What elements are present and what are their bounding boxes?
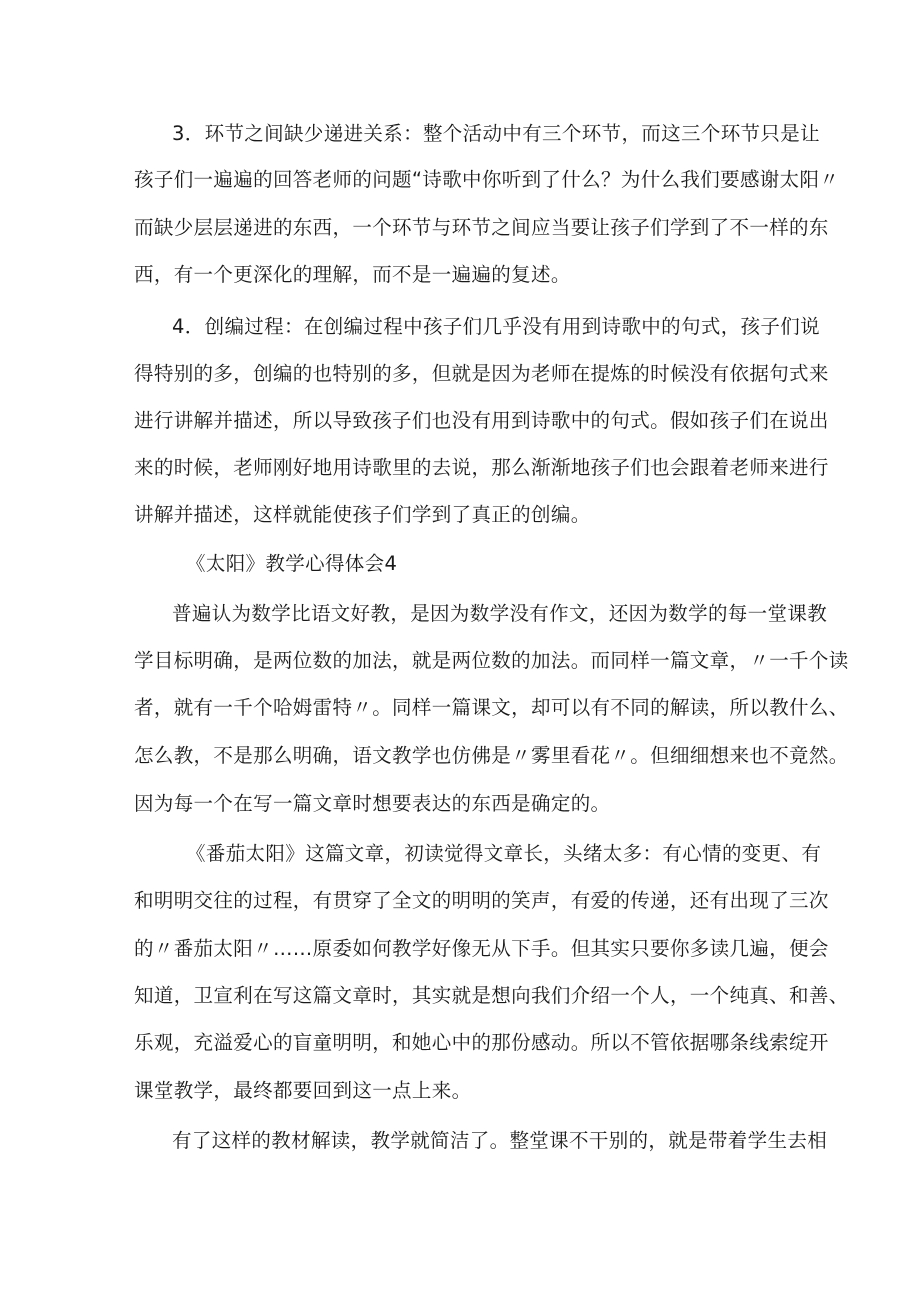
paragraph-1-line-2: 孩子们一遍遍的回答老师的问题“诗歌中你听到了什么？为什么我们要感谢太阳〃	[134, 168, 840, 191]
paragraph-2-line-5: 讲解并描述，这样就能使孩子们学到了真正的创编。	[134, 503, 591, 526]
paragraph-4-line-3: 的〃番茄太阳〃……原委如何教学好像无从下手。但其实只要你多读几遍，便会	[134, 937, 829, 960]
paragraph-3-line-1: 普遍认为数学比语文好教，是因为数学没有作文，还因为数学的每一堂课教	[172, 602, 828, 625]
paragraph-1-line-1: 3．环节之间缺少递进关系：整个活动中有三个环节，而这三个环节只是让	[172, 122, 820, 145]
paragraph-1-line-3: 而缺少层层递进的东西，一个环节与环节之间应当要让孩子们学到了不一样的东	[134, 216, 829, 239]
paragraph-5-line-1: 有了这样的教材解读，教学就简洁了。整堂课不干别的，就是带着学生去相	[172, 1129, 828, 1152]
paragraph-4-line-2: 和明明交往的过程，有贯穿了全文的明明的笑声，有爱的传递，还有出现了三次	[134, 889, 829, 912]
paragraph-4-line-6: 课堂教学，最终都要回到这一点上来。	[134, 1079, 472, 1102]
paragraph-3-line-4: 怎么教，不是那么明确，语文教学也仿佛是〃雾里看花〃。但细细想来也不竟然。	[134, 744, 849, 767]
paragraph-4-line-5: 乐观，充溢爱心的盲童明明，和她心中的那份感动。所以不管依据哪条线索绽开	[134, 1031, 829, 1054]
section-heading: 《太阳》教学心得体会4	[186, 552, 398, 575]
paragraph-4-line-1: 《番茄太阳》这篇文章，初读觉得文章长，头绪太多：有心情的变更、有	[186, 842, 822, 865]
paragraph-2-line-1: 4．创编过程：在创编过程中孩子们几乎没有用到诗歌中的句式，孩子们说	[172, 315, 820, 338]
paragraph-1-line-4: 西，有一个更深化的理解，而不是一遍遍的复述。	[134, 263, 571, 286]
paragraph-3-line-2: 学目标明确，是两位数的加法，就是两位数的加法。而同样一篇文章，〃一千个读	[134, 649, 849, 672]
paragraph-3-line-3: 者，就有一千个哈姆雷特〃。同样一篇课文，却可以有不同的解读，所以教什么、	[134, 696, 849, 719]
paragraph-3-line-5: 因为每一个在写一篇文章时想要表达的东西是确定的。	[134, 792, 611, 815]
paragraph-4-line-4: 知道，卫宣利在写这篇文章时，其实就是想向我们介绍一个人，一个纯真、和善、	[134, 984, 849, 1007]
paragraph-2-line-3: 进行讲解并描述，所以导致孩子们也没有用到诗歌中的句式。假如孩子们在说出	[134, 409, 829, 432]
paragraph-2-line-2: 得特别的多，创编的也特别的多，但就是因为老师在提炼的时候没有依据句式来	[134, 362, 829, 385]
paragraph-2-line-4: 来的时候，老师刚好地用诗歌里的去说，那么渐渐地孩子们也会跟着老师来进行	[134, 456, 829, 479]
